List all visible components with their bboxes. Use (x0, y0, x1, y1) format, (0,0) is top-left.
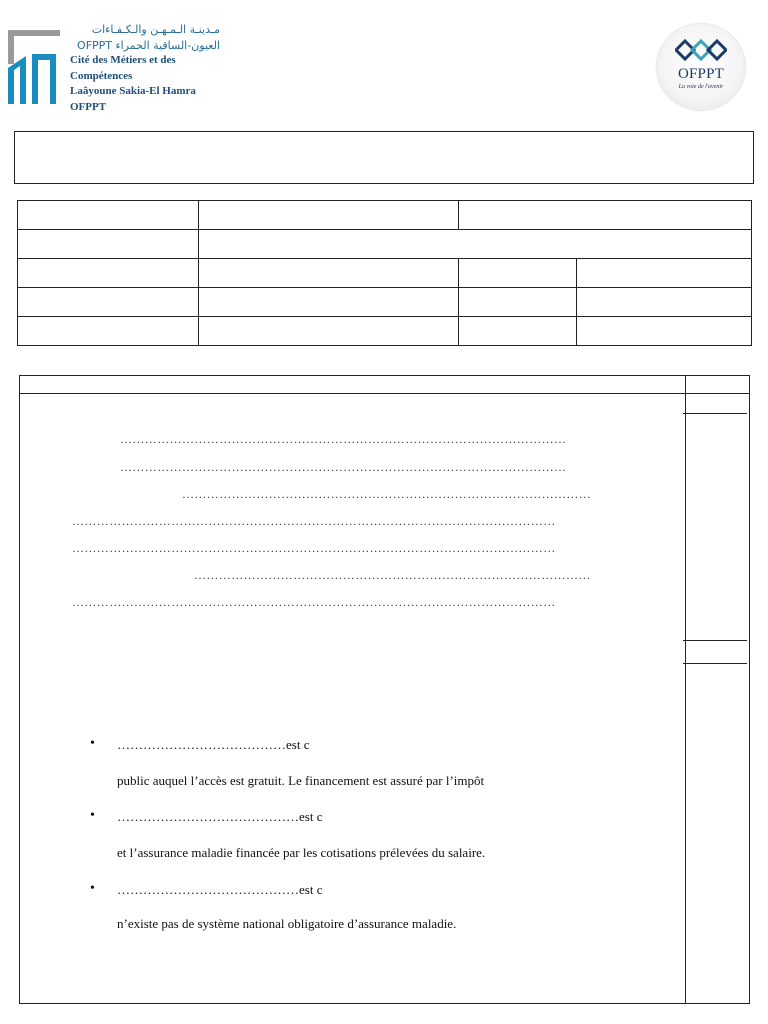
bullet-2-lead: est c (299, 809, 323, 824)
table-cell (459, 317, 577, 346)
score-divider-2 (683, 640, 747, 641)
table-cell (199, 230, 752, 259)
ofppt-wordmark: OFPPT (677, 66, 725, 82)
bullet-2-blank[interactable]: …………………………………… (117, 809, 299, 824)
bullet-1-lead: est c (286, 737, 310, 752)
table-row (18, 317, 752, 346)
table-cell (18, 201, 199, 230)
cite-metiers-logo-icon (6, 24, 62, 106)
answer-dots-6[interactable]: …………………………………………………………………………………… (194, 568, 591, 582)
bullet-3-lead: est c (299, 882, 323, 897)
table-cell (199, 317, 459, 346)
bullet-1-continuation: public auquel l’accès est gratuit. Le financement est assuré par l’impôt (117, 773, 485, 788)
cite-french-line-2: Laâyoune Sakia-El Hamra OFPPT (70, 85, 196, 113)
table-cell (18, 317, 199, 346)
table-row (18, 288, 752, 317)
bullet-1-line (117, 737, 309, 753)
ofppt-slogan: La voie de l'avenir (678, 84, 724, 90)
table-cell (459, 259, 577, 288)
score-column-divider (685, 375, 686, 1004)
cite-metiers-text (70, 22, 220, 115)
table-cell (577, 288, 752, 317)
table-cell (199, 259, 459, 288)
title-box (14, 131, 754, 184)
cite-arabic-line-1: مـدينـة الـمـهـن والـكـفـاءات (91, 23, 220, 36)
bullet-2-line (117, 809, 322, 825)
table-cell (199, 201, 459, 230)
bullet-3-continuation: n’existe pas de système national obligatoire d’assurance maladie. (117, 916, 457, 931)
table-cell (577, 259, 752, 288)
table-row (18, 259, 752, 288)
bullet-2-continuation: et l’assurance maladie financée par les cotisations prélevées du salaire. (117, 845, 486, 860)
cite-french-line-1: Cité des Métiers et des Compétences (70, 54, 176, 82)
bullet-marker: • (90, 736, 95, 751)
answer-dots-1[interactable]: ……………………………………………………………………………………………… (120, 432, 567, 446)
info-table (17, 200, 752, 346)
score-divider-1 (683, 413, 747, 414)
table-cell (459, 201, 752, 230)
table-cell (18, 259, 199, 288)
table-row (18, 201, 752, 230)
bullet-marker: • (90, 808, 95, 823)
bullet-1-blank[interactable]: ………………………………… (117, 737, 286, 752)
table-cell (18, 230, 199, 259)
table-cell (459, 288, 577, 317)
table-cell (199, 288, 459, 317)
table-cell (18, 288, 199, 317)
score-divider-3 (683, 663, 747, 664)
ofppt-logo (657, 24, 745, 110)
ofppt-diamonds-icon (675, 38, 727, 64)
answer-dots-5[interactable]: ……………………………………………………………………………………………………… (72, 541, 556, 555)
answer-dots-4[interactable]: ……………………………………………………………………………………………………… (72, 514, 556, 528)
cite-arabic-line-2: العيون-الساقية الحمراء OFPPT (77, 38, 220, 52)
bullet-3-line (117, 882, 322, 898)
table-cell (577, 317, 752, 346)
answer-dots-2[interactable]: ……………………………………………………………………………………………… (120, 460, 567, 474)
answer-dots-3[interactable]: ……………………………………………………………………………………… (182, 487, 592, 501)
table-row (18, 230, 752, 259)
frame-header-divider (19, 393, 750, 394)
bullet-marker: • (90, 881, 95, 896)
answer-dots-7[interactable]: ……………………………………………………………………………………………………… (72, 595, 556, 609)
bullet-3-blank[interactable]: …………………………………… (117, 882, 299, 897)
